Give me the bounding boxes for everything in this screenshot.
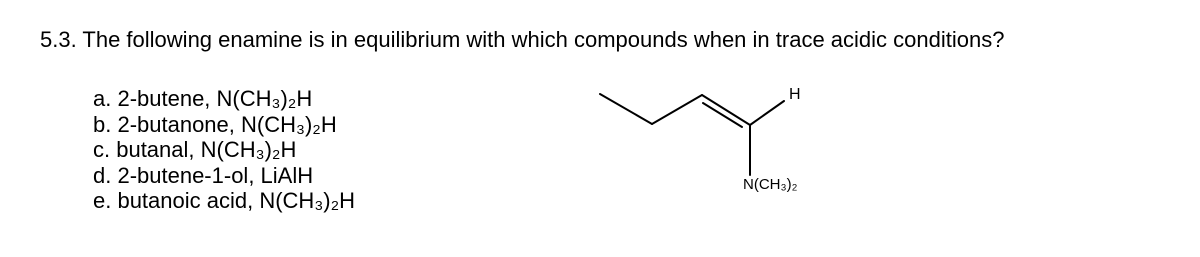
dimethylamino-label: N(CH₃)₂ bbox=[743, 176, 798, 193]
double-bond-main bbox=[702, 95, 750, 125]
bond-ethyl-1 bbox=[600, 94, 652, 124]
question-text: 5.3. The following enamine is in equilibrium with which compounds when in trace acidic conditions? bbox=[40, 27, 1005, 52]
option-e: e. butanoic acid, N(CH₃)₂H bbox=[93, 188, 356, 213]
hydrogen-label: H bbox=[789, 86, 801, 103]
bond-to-h bbox=[750, 101, 784, 125]
answer-options bbox=[93, 86, 355, 214]
option-a: a. 2-butene, N(CH₃)₂H bbox=[93, 86, 313, 111]
bond-ethyl-2 bbox=[652, 95, 702, 124]
option-b: b. 2-butanone, N(CH₃)₂H bbox=[93, 111, 337, 137]
option-c: c. butanal, N(CH₃)₂H bbox=[93, 137, 297, 162]
double-bond-inner bbox=[703, 103, 742, 127]
option-d: d. 2-butene-1-ol, LiAlH bbox=[93, 162, 314, 188]
